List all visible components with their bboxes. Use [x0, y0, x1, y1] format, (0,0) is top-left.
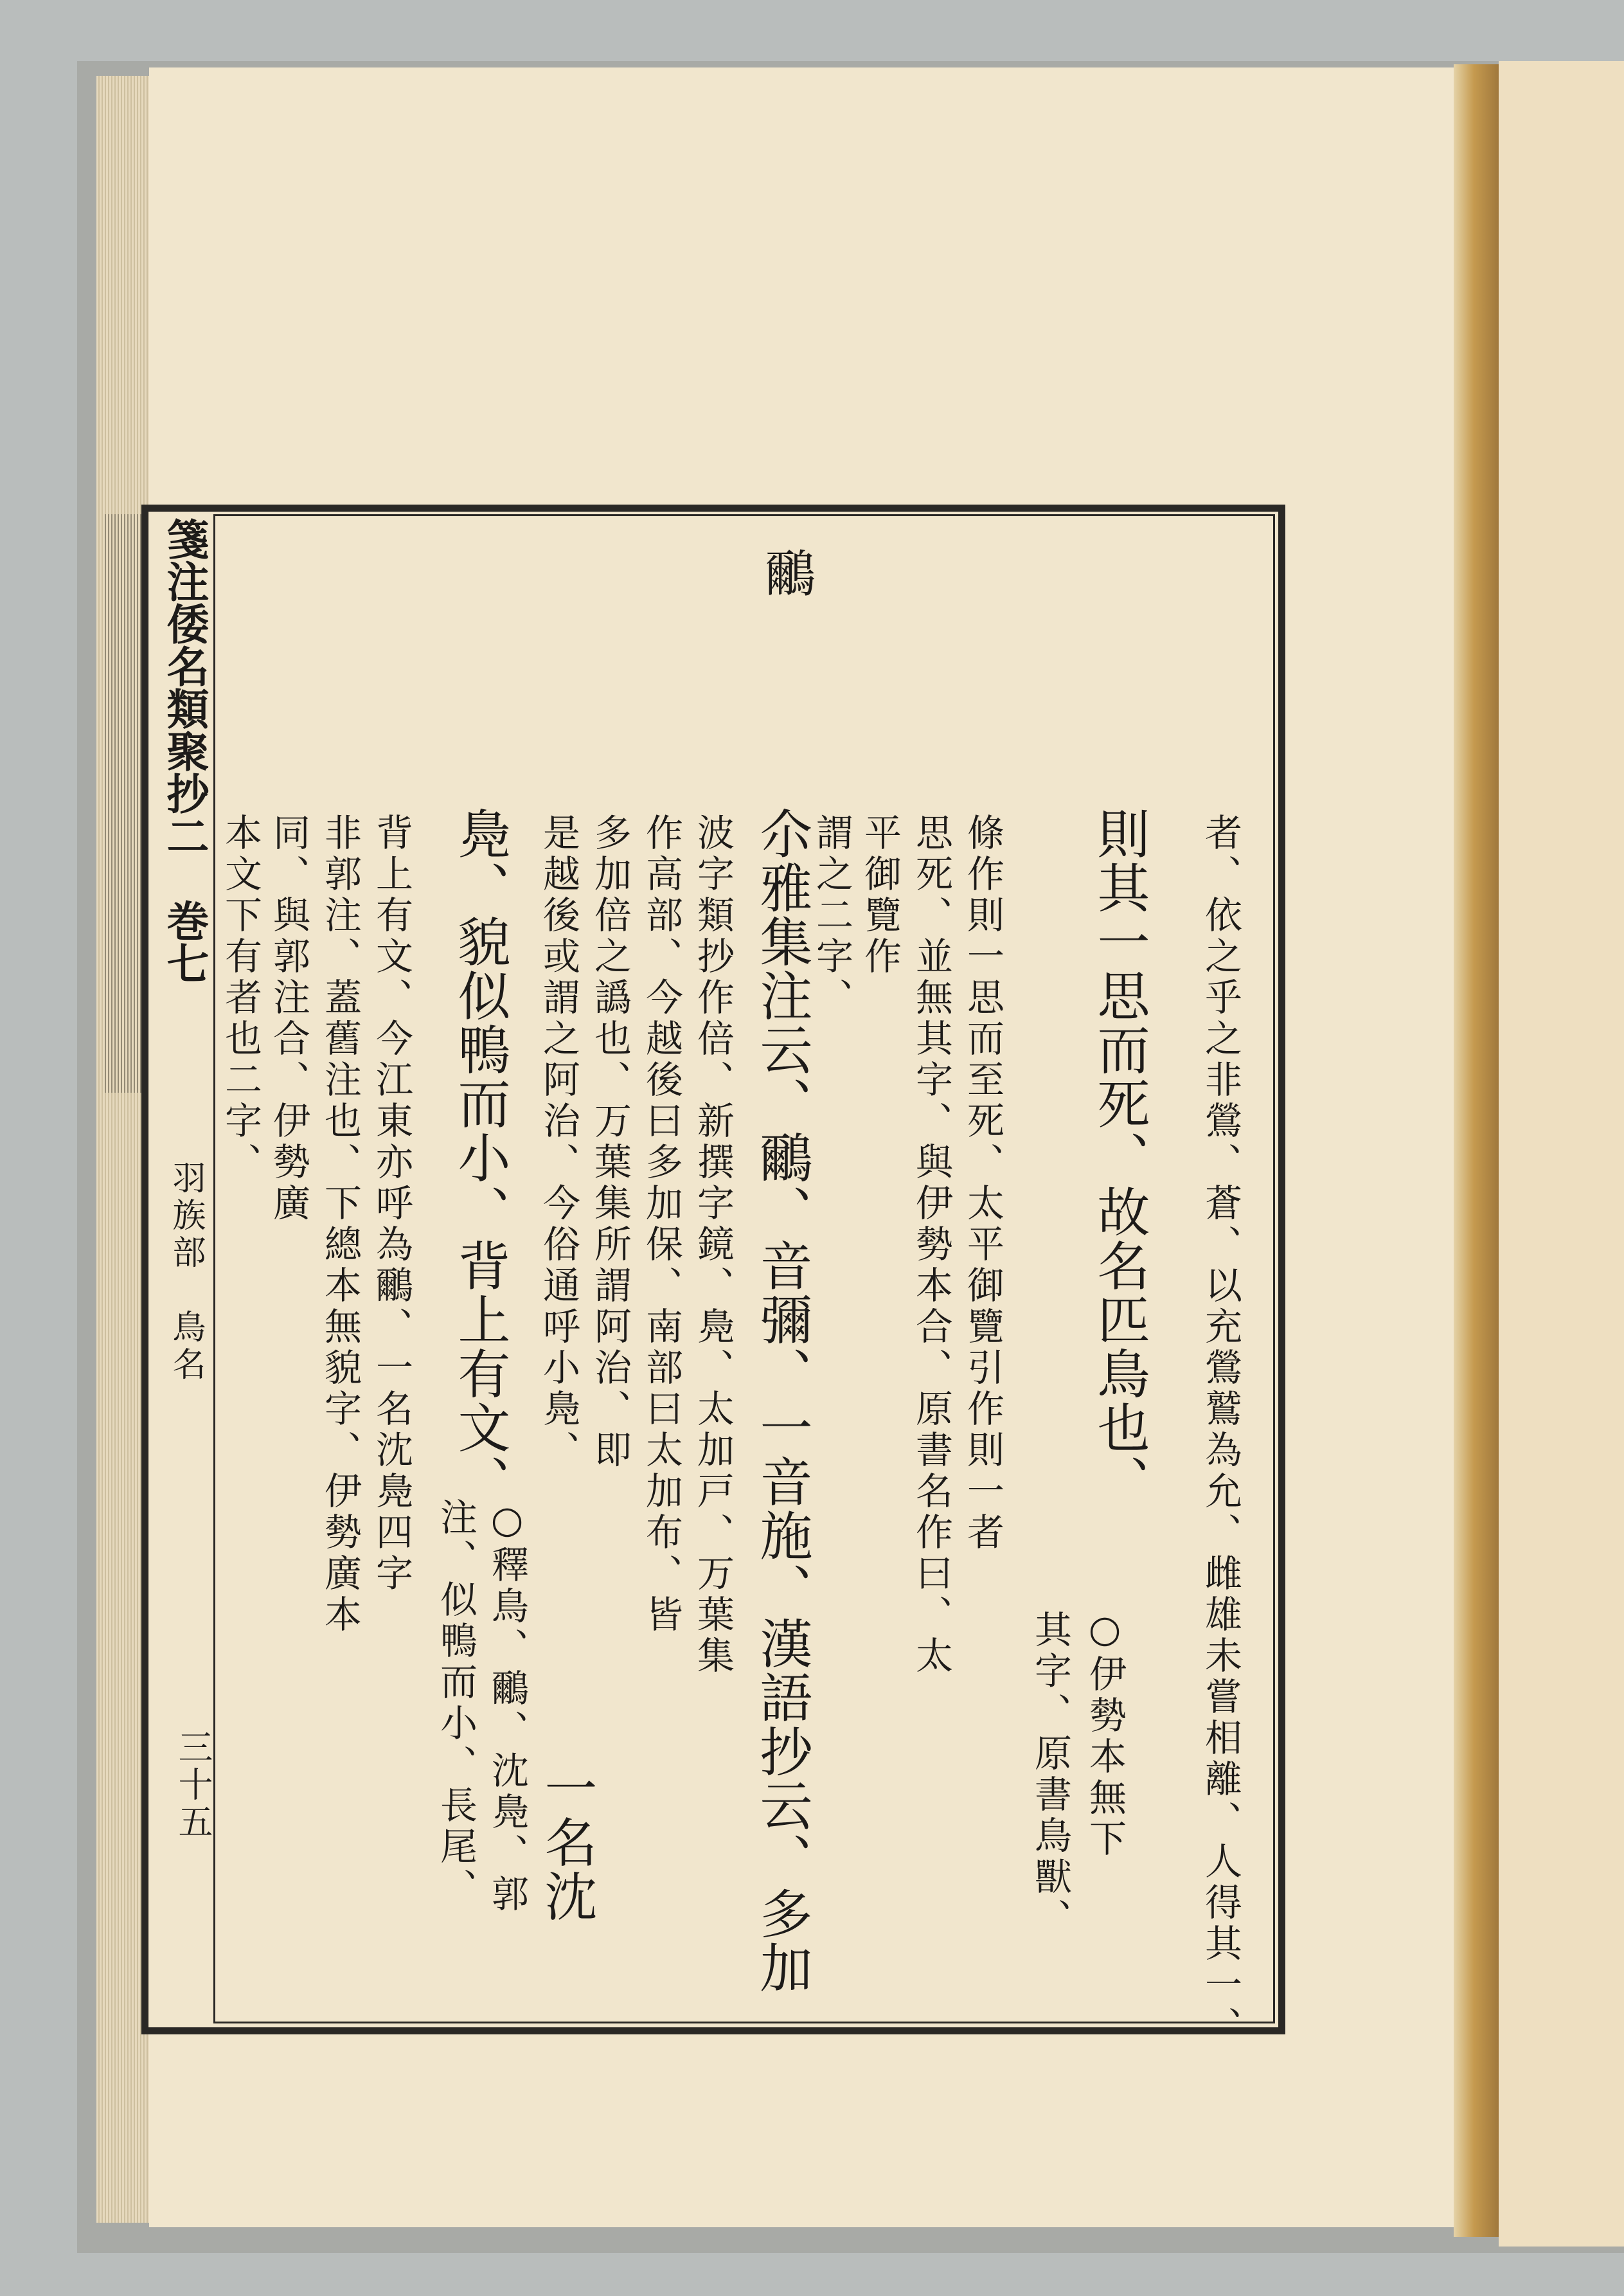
folio-number: 三十五 — [173, 1729, 213, 1841]
text-column: 其字、原書鳥獸、 — [1028, 1610, 1072, 1939]
text-column: 同、與郭注合、伊勢廣 — [267, 813, 310, 1224]
text-column: 平御覽作 — [858, 813, 902, 978]
text-column: 一名沈 — [536, 1761, 597, 1923]
text-column: 波字類抄作倍、新撰字鏡、鳧、太加戸、万葉集 — [691, 813, 735, 1677]
text-column: ○伊勢本無下 — [1083, 1607, 1127, 1860]
text-column: 條作則一思而至死、太平御覽引作則一者 — [961, 813, 1004, 1554]
text-column: 尒雅集注云、鸍、音彌、一音施、漢語抄云、多加 — [751, 807, 812, 1995]
text-column: 本文下有者也二字、 — [219, 813, 262, 1183]
facing-page — [1499, 61, 1624, 2247]
text-column: 鳧、貌似鴨而小、背上有文、 — [449, 807, 510, 1509]
text-column: ○釋鳥、鸍、沈鳧、郭 — [485, 1498, 529, 1915]
book-gutter — [1454, 64, 1499, 2237]
text-column: 則其一思而死、故名匹鳥也、 — [1089, 807, 1150, 1509]
text-column: 非郭注、蓋舊注也、下總本無貌字、伊勢廣本 — [318, 813, 362, 1636]
entry-heading: 鸍 — [765, 546, 816, 604]
text-column: 多加倍之譌也、万葉集所謂阿治、即 — [588, 813, 632, 1471]
text-column: 作高部、今越後曰多加保、南部曰太加布、皆 — [639, 813, 683, 1636]
text-column: 是越後或謂之阿治、今俗通呼小鳧、 — [537, 813, 580, 1471]
text-column: 注、似鴨而小、長尾、 — [434, 1498, 477, 1909]
text-column: 者、依之乎之非鶯、蒼、以充鶯鷲為允、雌雄未嘗相離、人得其一、 — [1199, 813, 1242, 2047]
text-column: 謂之二字、 — [810, 813, 853, 1019]
book-title: 箋注倭名類聚抄二 巻七 — [159, 517, 210, 984]
section-label: 羽族部 鳥名 — [166, 1160, 205, 1384]
text-column: 背上有文、今江東亦呼為鸍、一名沈鳧四字 — [370, 813, 413, 1595]
text-column: 思死、並無其字、與伊勢本合、原書名作曰、太 — [909, 813, 953, 1677]
